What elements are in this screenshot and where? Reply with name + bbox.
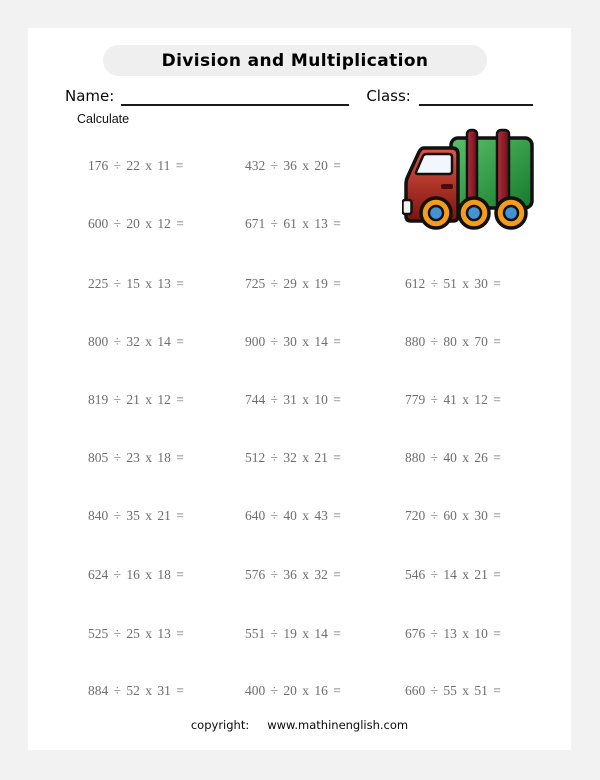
- problem-cell: 880 ÷ 40 x 26 =: [405, 450, 501, 465]
- footer: [28, 718, 571, 734]
- problem-row: [88, 390, 558, 410]
- page-title: Division and Multiplication: [161, 50, 429, 71]
- problem-cell: 744 ÷ 31 x 10 =: [245, 392, 341, 407]
- problem-cell: 800 ÷ 32 x 14 =: [88, 334, 184, 349]
- name-blank-line: [121, 87, 349, 106]
- problem-row: [88, 681, 558, 701]
- copyright-label: copyright:: [190, 718, 250, 732]
- problem-cell: 805 ÷ 23 x 18 =: [88, 450, 184, 465]
- problem-row: [88, 624, 558, 644]
- problem-cell: 676 ÷ 13 x 10 =: [405, 626, 501, 641]
- problem-row: [88, 156, 558, 176]
- problem-cell: 400 ÷ 20 x 16 =: [245, 683, 341, 698]
- problem-row: [88, 214, 558, 234]
- problem-cell: 551 ÷ 19 x 14 =: [245, 626, 341, 641]
- worksheet-page: [28, 28, 571, 750]
- problem-row: [88, 506, 558, 526]
- problem-row: [88, 332, 558, 352]
- problem-cell: 660 ÷ 55 x 51 =: [405, 683, 501, 698]
- problem-cell: 880 ÷ 80 x 70 =: [405, 334, 501, 349]
- problem-cell: 624 ÷ 16 x 18 =: [88, 567, 184, 582]
- problem-cell: 612 ÷ 51 x 30 =: [405, 276, 501, 291]
- problem-cell: 725 ÷ 29 x 19 =: [245, 276, 341, 291]
- problem-row: [88, 274, 558, 294]
- name-class-row: [65, 84, 535, 106]
- instruction-label: Calculate: [77, 112, 130, 126]
- class-blank-line: [419, 87, 533, 106]
- problem-cell: 576 ÷ 36 x 32 =: [245, 567, 341, 582]
- problem-cell: 546 ÷ 14 x 21 =: [405, 567, 501, 582]
- class-label: Class:: [366, 87, 411, 105]
- problem-row: [88, 565, 558, 585]
- problem-cell: 671 ÷ 61 x 13 =: [245, 216, 341, 231]
- problem-row: [88, 448, 558, 468]
- problem-cell: 432 ÷ 36 x 20 =: [245, 158, 341, 173]
- problem-cell: 900 ÷ 30 x 14 =: [245, 334, 341, 349]
- problem-cell: 779 ÷ 41 x 12 =: [405, 392, 501, 407]
- problem-cell: 176 ÷ 22 x 11 =: [88, 158, 184, 173]
- title-banner: [103, 45, 487, 76]
- website-text: www.mathinenglish.com: [267, 718, 409, 732]
- problem-cell: 512 ÷ 32 x 21 =: [245, 450, 341, 465]
- problem-cell: 525 ÷ 25 x 13 =: [88, 626, 184, 641]
- problem-cell: 600 ÷ 20 x 12 =: [88, 216, 184, 231]
- problem-cell: 884 ÷ 52 x 31 =: [88, 683, 184, 698]
- problem-cell: 640 ÷ 40 x 43 =: [245, 508, 341, 523]
- problem-cell: 819 ÷ 21 x 12 =: [88, 392, 184, 407]
- name-label: Name:: [65, 87, 115, 105]
- problem-cell: 720 ÷ 60 x 30 =: [405, 508, 501, 523]
- problem-cell: 225 ÷ 15 x 13 =: [88, 276, 184, 291]
- problem-cell: 840 ÷ 35 x 21 =: [88, 508, 184, 523]
